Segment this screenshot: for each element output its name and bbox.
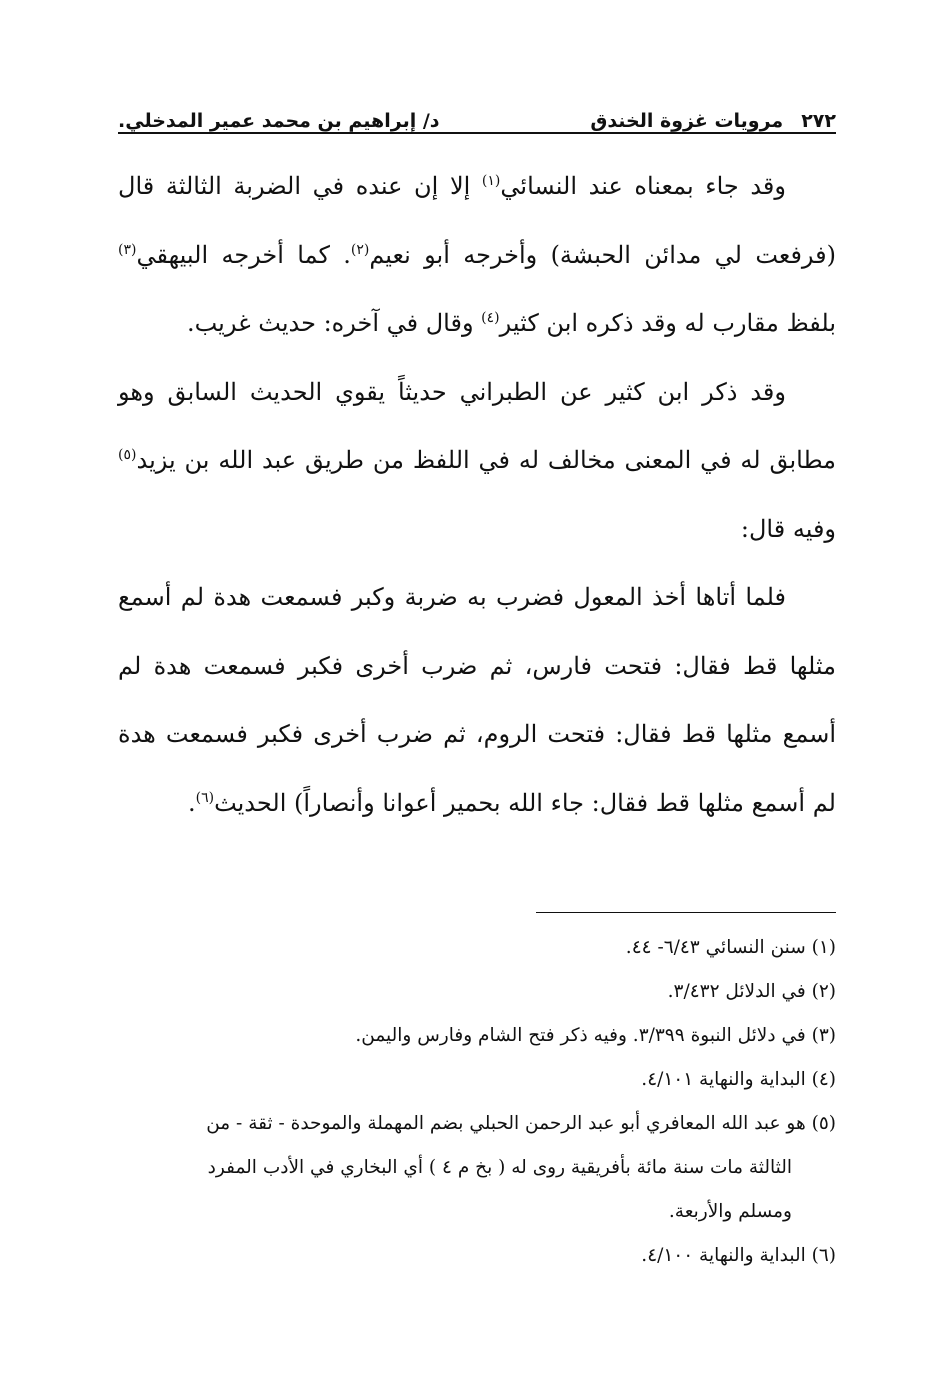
- footnote-ref-3: (٣): [118, 241, 137, 258]
- page-number: ٢٧٢: [801, 110, 836, 132]
- footnote-ref-1: (١): [481, 173, 501, 189]
- paragraph-1-text-c: . كما أخرجه البيهقي: [136, 240, 351, 269]
- paragraph-3-text-a: فلما أتاها أخذ المعول فضرب به ضربة وكبر فسمعت هدة لم أسمع مثلها قط فقال: فتحت فارس، ثم ضرب أخرى فكبر فسمعت هدة لم أسمع مثلها قط فقال: فتحت الروم، ثم ضرب أخرى فكبر فسمعت هدة لم أسمع مثلها قط فقال: جاء الله بحمير أعوانا وأنصاراً) الحديث: [118, 583, 836, 817]
- footnote-1: (١) سنن النسائي ٦/٤٣- ٤٤.: [625, 937, 836, 958]
- paragraph-2-text-b: وفيه قال:: [740, 514, 836, 543]
- author-name: د/ إبراهيم بن محمد عمير المدخلي.: [118, 110, 440, 132]
- header-right-group: [590, 110, 836, 132]
- paragraph-1-text-a: وقد جاء بمعناه عند النسائي: [500, 172, 786, 200]
- paragraph-1-text-b: إلا إن عنده في الضربة الثالثة قال (فرفعت لي مدائن الحبشة) وأخرجه أبو نعيم: [118, 172, 837, 269]
- paragraph-3: [118, 563, 836, 837]
- footnote-5-continuation-1: الثالثة مات سنة مائة بأفريقية روى له ( بخ م ٤ ) أي البخاري في الأدب المفرد: [207, 1157, 792, 1178]
- paragraph-1: [118, 152, 836, 358]
- footnote-separator: [536, 912, 836, 913]
- footnote-5: (٥) هو عبد الله المعافري أبو عبد الرحمن الحبلي بضم المهملة والموحدة - ثقة - من: [206, 1113, 836, 1134]
- footnote-5-continuation-2: ومسلم والأربعة.: [668, 1201, 792, 1222]
- paragraph-1-text-d: بلفظ مقارب له وقد ذكره ابن كثير: [499, 309, 836, 337]
- footnote-ref-6: (٦): [195, 789, 215, 806]
- header-rule: [118, 132, 836, 134]
- paragraph-1-text-e: وقال في آخره: حديث غريب.: [186, 309, 482, 337]
- paragraph-2-text-a: وقد ذكر ابن كثير عن الطبراني حديثاً يقوي الحديث السابق وهو مطابق له في المعنى مخالف له في اللفظ من طريق عبد الله بن يزيد: [118, 377, 836, 474]
- paragraph-3-text-b: .: [187, 788, 196, 817]
- footnote-3: (٣) في دلائل النبوة ٣/٣٩٩. وفيه ذكر فتح الشام وفارس واليمن.: [355, 1025, 836, 1046]
- running-header: [118, 98, 836, 132]
- footnote-ref-4: (٤): [481, 310, 500, 326]
- footnote-4: (٤) البداية والنهاية ٤/١٠١.: [641, 1069, 836, 1090]
- footnote-ref-5: (٥): [118, 447, 137, 463]
- book-page: [118, 0, 836, 1397]
- main-text: [118, 152, 836, 837]
- book-title: مرويات غزوة الخندق: [590, 110, 784, 132]
- footnote-2: (٢) في الدلائل ٣/٤٣٢.: [667, 981, 836, 1002]
- paragraph-2: [118, 358, 836, 564]
- footnote-ref-2: (٢): [350, 241, 370, 258]
- footnotes: [118, 926, 836, 1278]
- footnote-6: (٦) البداية والنهاية ٤/١٠٠.: [641, 1245, 836, 1266]
